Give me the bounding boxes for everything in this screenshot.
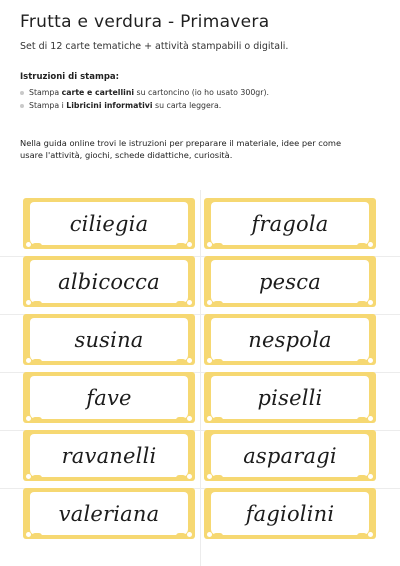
page-subtitle: Set di 12 carte tematiche + attività stampabili o digitali.	[20, 41, 289, 52]
word-card	[23, 488, 195, 539]
word-card	[23, 198, 195, 249]
hole-icon	[368, 300, 373, 305]
instruction-text	[29, 99, 221, 112]
card-word: asparagi	[243, 443, 337, 468]
card-inner	[211, 318, 369, 361]
card-word: fragola	[251, 211, 329, 236]
bullet-icon	[20, 104, 24, 108]
word-card	[23, 372, 195, 423]
card-word: albicocca	[58, 269, 160, 294]
instruction-item	[20, 99, 269, 112]
instructions-heading: Istruzioni di stampa:	[20, 72, 120, 82]
card-word: ravanelli	[61, 443, 157, 468]
word-card	[23, 430, 195, 481]
hole-icon	[207, 532, 212, 537]
instruction-bold: Libricini informativi	[66, 101, 153, 110]
cut-guide-vertical	[200, 190, 201, 566]
hole-icon	[187, 474, 192, 479]
word-card	[204, 198, 376, 249]
card-inner	[211, 260, 369, 303]
hole-icon	[207, 416, 212, 421]
card-inner	[30, 260, 188, 303]
hole-icon	[187, 416, 192, 421]
hole-icon	[207, 358, 212, 363]
card-word: fave	[86, 385, 132, 410]
card-inner	[30, 376, 188, 419]
instruction-pre: Stampa	[29, 88, 62, 97]
word-card	[204, 430, 376, 481]
hole-icon	[368, 242, 373, 247]
instruction-pre: Stampa i	[29, 101, 67, 110]
card-inner	[211, 434, 369, 477]
instruction-bold: carte e cartellini	[61, 88, 135, 97]
hole-icon	[187, 358, 192, 363]
instruction-text	[29, 86, 269, 99]
instruction-item	[20, 86, 269, 99]
word-card	[204, 256, 376, 307]
hole-icon	[207, 300, 212, 305]
hole-icon	[26, 358, 31, 363]
card-word: valeriana	[58, 501, 160, 526]
hole-icon	[26, 474, 31, 479]
hole-icon	[187, 242, 192, 247]
hole-icon	[368, 416, 373, 421]
bullet-icon	[20, 91, 24, 95]
card-inner	[211, 202, 369, 245]
hole-icon	[368, 358, 373, 363]
card-word: susina	[74, 327, 144, 352]
card-word: piselli	[257, 385, 323, 410]
page-title: Frutta e verdura - Primavera	[20, 12, 270, 32]
card-inner	[211, 492, 369, 535]
hole-icon	[187, 300, 192, 305]
card-inner	[30, 492, 188, 535]
hole-icon	[26, 416, 31, 421]
word-card	[204, 488, 376, 539]
hole-icon	[26, 242, 31, 247]
hole-icon	[368, 532, 373, 537]
card-word: fagiolini	[245, 501, 335, 526]
card-inner	[30, 434, 188, 477]
word-card	[23, 256, 195, 307]
instruction-post: su carta leggera.	[152, 101, 222, 110]
card-inner	[30, 318, 188, 361]
word-card	[23, 314, 195, 365]
card-inner	[30, 202, 188, 245]
hole-icon	[26, 532, 31, 537]
hole-icon	[368, 474, 373, 479]
hole-icon	[187, 532, 192, 537]
guide-paragraph: Nella guida online trovi le istruzioni per preparare il materiale, idee per come usare l'attività, giochi, schede didattiche, curiosità.	[20, 138, 342, 160]
card-inner	[211, 376, 369, 419]
card-word: ciliegia	[69, 211, 149, 236]
word-card	[204, 314, 376, 365]
hole-icon	[207, 242, 212, 247]
instruction-post: su cartoncino (io ho usato 300gr).	[134, 88, 269, 97]
card-word: nespola	[248, 327, 332, 352]
instructions-list	[20, 86, 269, 112]
word-card	[204, 372, 376, 423]
card-word: pesca	[259, 269, 321, 294]
hole-icon	[26, 300, 31, 305]
hole-icon	[207, 474, 212, 479]
